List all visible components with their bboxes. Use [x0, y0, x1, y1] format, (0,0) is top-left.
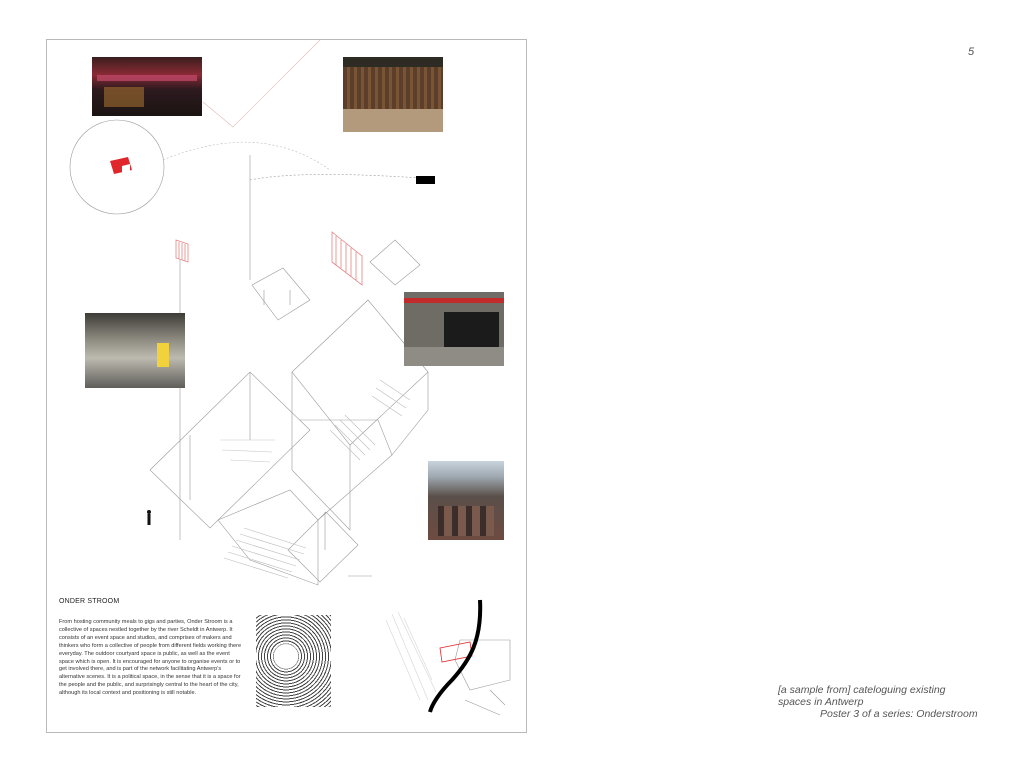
photo-studio-room	[85, 313, 185, 388]
photo-event-stage	[404, 292, 504, 366]
photo-bar-interior	[92, 57, 202, 116]
person-figure	[147, 510, 151, 525]
poster-title: ONDER STROOM	[59, 598, 120, 605]
photo-building-facade	[428, 461, 504, 540]
city-map	[256, 615, 331, 707]
poster-description: From hosting community meals to gigs and parties, Onder Stroom is a collective of spaces nestled together by the river Scheldt in Antwerp. It consists of an event space and studios, and comprises of makers and thinkers who form a collective of people from different fields working there everyday. The outdoor courtyard space is public, as well as the event space which is open. It is encouraged for anyone to organise events or to get involved there, and is part of the network facilitating Antwerp's alternative scenes. It is a political space, in the sense that it is a space for the people and the public, and surprisingly central to the heart of the city, although its local context and positioning is still notable.	[59, 619, 242, 697]
legend-swatch	[416, 176, 435, 184]
caption-line-3: Poster 3 of a series: Onderstroom	[820, 708, 978, 720]
photo-wooden-wall	[343, 57, 443, 132]
river-line	[430, 600, 480, 712]
page-caption	[778, 684, 978, 720]
page-number: 5	[968, 46, 975, 58]
caption-line-2: spaces in Antwerp	[778, 696, 864, 708]
caption-line-1: [a sample from] cateloguing existing	[778, 684, 946, 696]
